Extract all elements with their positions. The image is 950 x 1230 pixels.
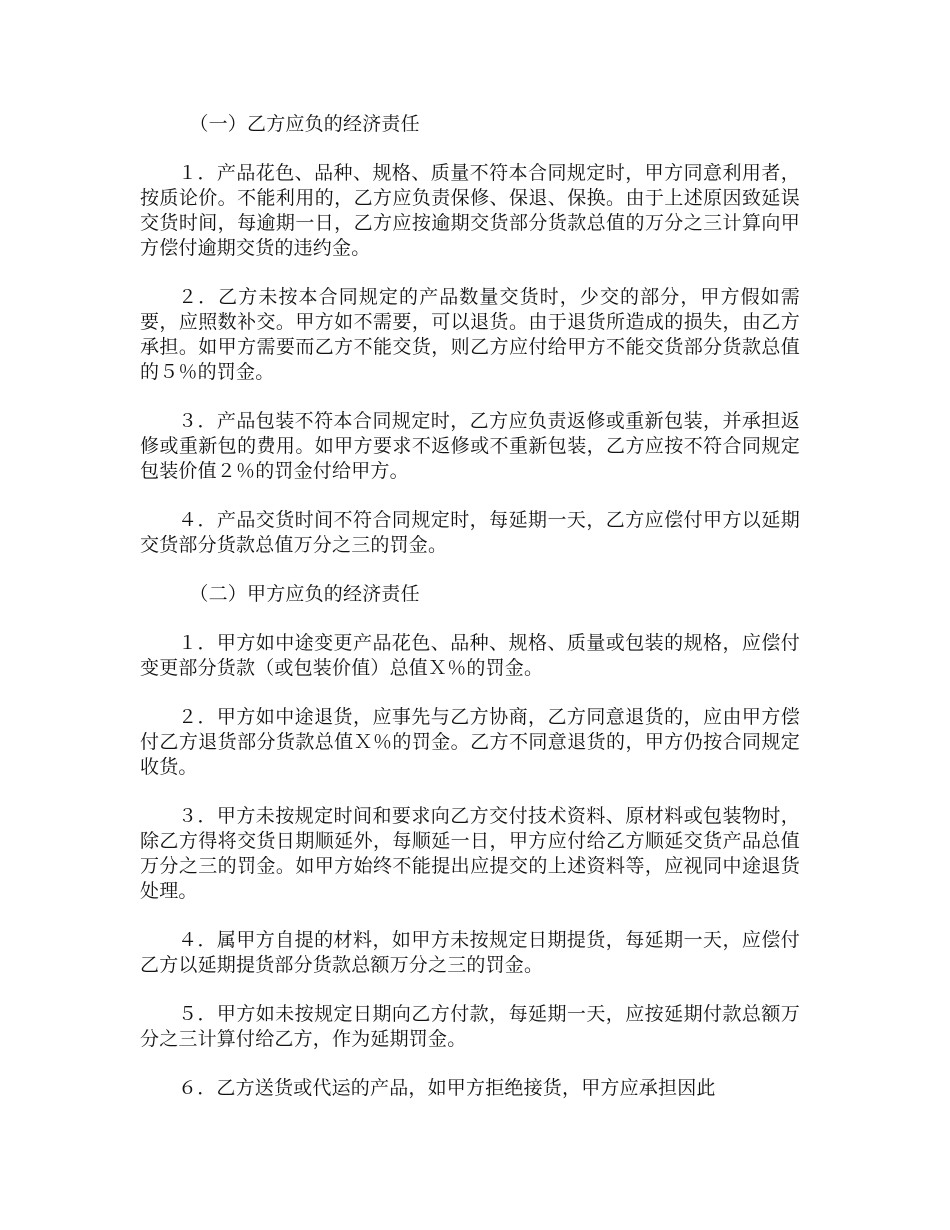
clause-a-3: ３．甲方未按规定时间和要求向乙方交付技术资料、原材料或包装物时，除乙方得将交货日期顺延外，每顺延一日，甲方应付给乙方顺延交货产品总值万分之三的罚金。如甲方始终不能提出应提交的上述资料等，应视同中途退货处理。	[140, 805, 800, 902]
clause-a-2: ２．甲方如中途退货，应事先与乙方协商，乙方同意退货的，应由甲方偿付乙方退货部分货款总值Ｘ％的罚金。乙方不同意退货的，甲方仍按合同规定收货。	[140, 706, 800, 778]
document-page	[140, 112, 800, 1125]
clause-a-4: ４．属甲方自提的材料，如甲方未按规定日期提货，每延期一天，应偿付乙方以延期提货部分货款总额万分之三的罚金。	[140, 929, 800, 976]
clause-b-4: ４．产品交货时间不符合同规定时，每延期一天，乙方应偿付甲方以延期交货部分货款总值万分之三的罚金。	[140, 509, 800, 556]
clause-b-2: ２．乙方未按本合同规定的产品数量交货时，少交的部分，甲方假如需要，应照数补交。甲方如不需要，可以退货。由于退货所造成的损失，由乙方承担。如甲方需要而乙方不能交货，则乙方应付给甲方不能交货部分货款总值的５％的罚金。	[140, 286, 800, 383]
clause-b-3: ３．产品包装不符本合同规定时，乙方应负责返修或重新包装，并承担返修或重新包的费用。如甲方要求不返修或不重新包装，乙方应按不符合同规定包装价值２％的罚金付给甲方。	[140, 410, 800, 482]
clause-a-1: １．甲方如中途变更产品花色、品种、规格、质量或包装的规格，应偿付变更部分货款（或包装价值）总值Ｘ％的罚金。	[140, 632, 800, 679]
clause-a-5: ５．甲方如未按规定日期向乙方付款，每延期一天，应按延期付款总额万分之三计算付给乙方，作为延期罚金。	[140, 1003, 800, 1050]
section-heading-party-a: （二）甲方应负的经济责任	[189, 583, 420, 605]
clause-b-1: １．产品花色、品种、规格、质量不符本合同规定时，甲方同意利用者，按质论价。不能利用的，乙方应负责保修、保退、保换。由于上述原因致延误交货时间，每逾期一日，乙方应按逾期交货部分货款总值的万分之三计算向甲方偿付逾期交货的违约金。	[140, 162, 800, 259]
section-heading-party-b: （一）乙方应负的经济责任	[189, 113, 420, 135]
clause-a-6: ６．乙方送货或代运的产品，如甲方拒绝接货，甲方应承担因此	[178, 1077, 716, 1099]
